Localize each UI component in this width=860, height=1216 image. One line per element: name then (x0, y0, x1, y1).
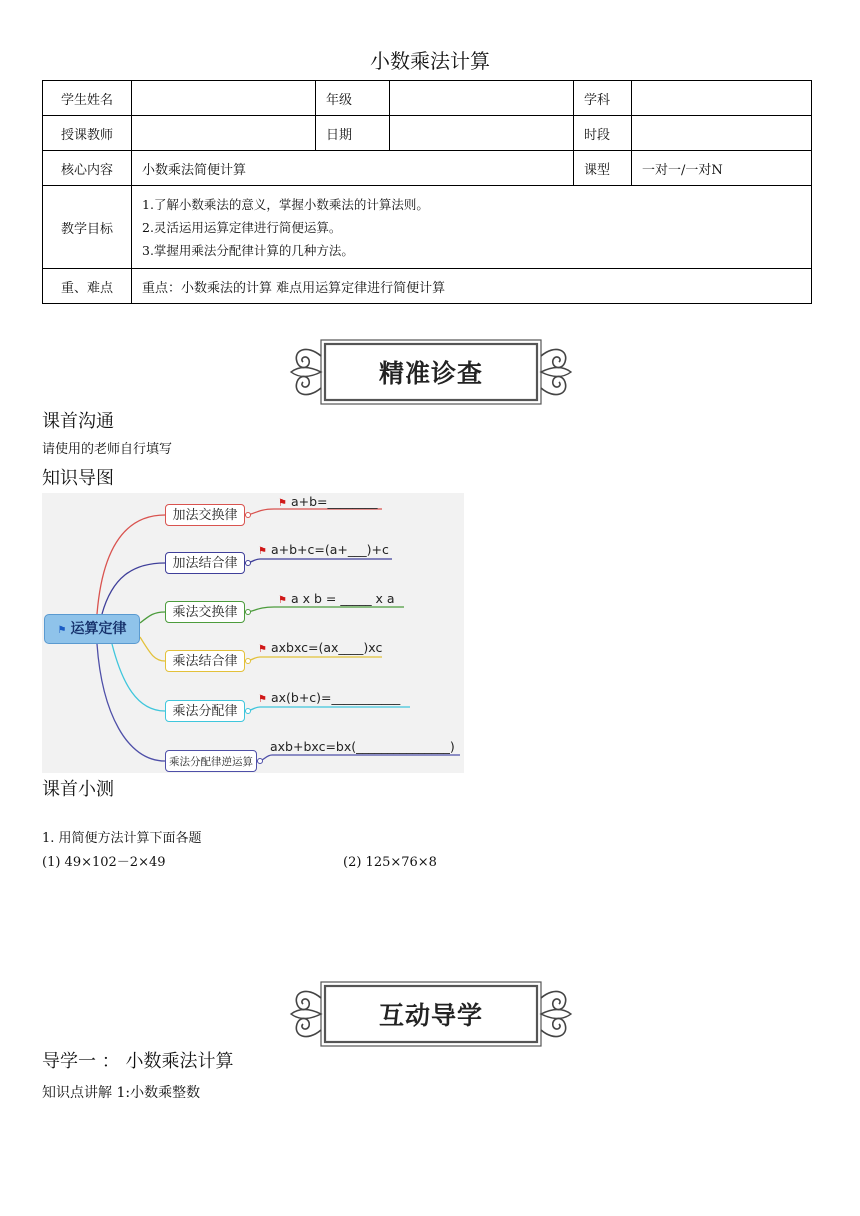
flag-icon: ⚑ (258, 694, 267, 705)
grade-value (390, 81, 574, 116)
formula-text: a+b+c=(a+___)+c (270, 542, 389, 557)
date-value (390, 116, 574, 151)
mindmap-branch: 乘法结合律 (165, 650, 245, 672)
formula-text: axbxc=(ax____)xc (270, 640, 383, 655)
class-type-value: 一对一/一对N (632, 151, 812, 186)
mindmap-formula (258, 542, 389, 557)
goals-label: 教学目标 (43, 186, 132, 269)
grade-label: 年级 (316, 81, 390, 116)
student-name-value (132, 81, 316, 116)
subject-value (632, 81, 812, 116)
communication-note: 请使用的老师自行填写 (42, 442, 173, 457)
core-label: 核心内容 (43, 151, 132, 186)
quiz-item-2: (2) 125×76×8 (343, 855, 437, 870)
subject-label: 学科 (574, 81, 632, 116)
goal-item: 1.了解小数乘法的意义，掌握小数乘法的计算法则。 (142, 196, 429, 212)
section-banner-interactive (287, 978, 575, 1050)
banner-title: 精准诊查 (378, 359, 483, 388)
mindmap-branch: 乘法分配律 (165, 700, 245, 722)
mindmap-formula (278, 494, 378, 509)
formula-text: ax(b+c)=___________ (270, 690, 401, 705)
goals-cell (132, 186, 812, 269)
student-name-label: 学生姓名 (43, 81, 132, 116)
period-value (632, 116, 812, 151)
guide-subtitle: 知识点讲解 1:小数乘整数 (42, 1085, 201, 1101)
mindmap-formula: axb+bxc=bx(_______________) (270, 739, 455, 754)
mindmap-formula (258, 640, 382, 655)
flag-icon: ⚑ (258, 644, 267, 655)
teacher-label: 授课教师 (43, 116, 132, 151)
communication-title: 课首沟通 (42, 411, 114, 432)
mindmap-root-label: 运算定律 (70, 621, 127, 637)
class-type-label: 课型 (574, 151, 632, 186)
mindmap-branch: 加法交换律 (165, 504, 245, 526)
date-label: 日期 (316, 116, 390, 151)
page-title: 小数乘法计算 (370, 49, 490, 73)
quiz-question-1: 1. 用简便方法计算下面各题 (42, 831, 202, 846)
flag-icon: ⚑ (278, 498, 287, 509)
mindmap-title: 知识导图 (42, 468, 114, 489)
mindmap-branch: 乘法分配律逆运算 (165, 750, 257, 772)
banner-title: 互动导学 (378, 1001, 483, 1030)
flag-icon: ⚑ (278, 595, 287, 606)
section-banner-diagnosis (287, 336, 575, 408)
key-value: 重点：小数乘法的计算 难点用运算定律进行简便计算 (132, 269, 812, 304)
key-label: 重、难点 (43, 269, 132, 304)
core-value: 小数乘法简便计算 (132, 151, 574, 186)
mindmap-root (44, 614, 140, 644)
formula-text: a+b=________ (290, 494, 378, 509)
quiz-title: 课首小测 (42, 779, 114, 800)
knowledge-mindmap (42, 493, 464, 773)
info-table (42, 80, 812, 304)
goal-item: 2.灵活运用运算定律进行简便运算。 (142, 219, 342, 235)
period-label: 时段 (574, 116, 632, 151)
quiz-item-1: (1) 49×102－2×49 (42, 855, 166, 870)
formula-text: a x b = _____ x a (290, 591, 395, 606)
flag-icon: ⚑ (258, 546, 267, 557)
mindmap-branch: 加法结合律 (165, 552, 245, 574)
mindmap-formula (258, 690, 400, 705)
mindmap-branch: 乘法交换律 (165, 601, 245, 623)
goal-item: 3.掌握用乘法分配律计算的几种方法。 (142, 242, 354, 258)
mindmap-formula (278, 591, 395, 606)
flag-icon: ⚑ (57, 625, 67, 636)
teacher-value (132, 116, 316, 151)
guide-title: 导学一 ： 小数乘法计算 (42, 1051, 234, 1072)
